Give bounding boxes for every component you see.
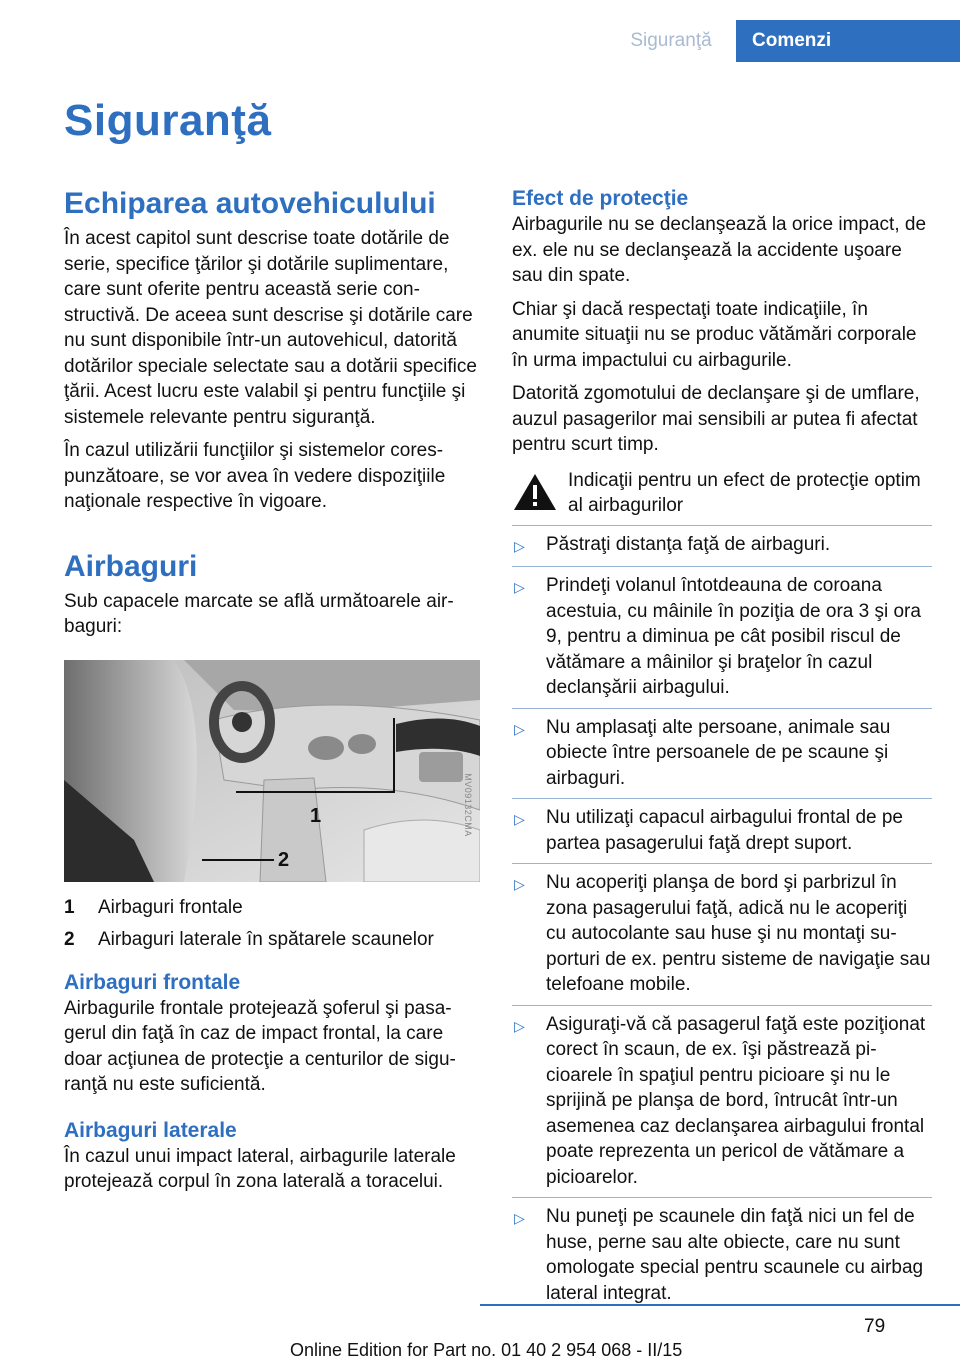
equipment-paragraph-2: În cazul utilizării funcţiilor şi sistemelor corespunzătoare, se vor avea în vedere dispoziţiile naţionale respective în vigoare. bbox=[64, 440, 446, 512]
safety-instructions-list bbox=[512, 525, 932, 1314]
list-item: ▷ Nu acoperiţi planşa de bord şi parbrizul în zona pasagerului faţă, adică nu le acoperiţi cu autocolante sau huse şi nu montaţi suporturi de ex. pentru sisteme de navigaţie sau telefoane mobile. bbox=[512, 863, 932, 1005]
list-item: ▷ Nu utilizaţi capacul airbagului frontal de pe partea pasagerului faţă drept suport. bbox=[512, 798, 932, 863]
list-item: ▷ Nu amplasaţi alte persoane, animale sau obiecte între persoanele de pe scaune şi airbaguri. bbox=[512, 708, 932, 799]
subheading-side-airbags: Airbaguri laterale bbox=[64, 1118, 237, 1142]
left-column bbox=[64, 186, 480, 1203]
side-airbags-text: În cazul unui impact lateral, airbagurile laterale protejează corpul în zona laterală a toracelui. bbox=[64, 1145, 456, 1192]
right-column bbox=[512, 186, 932, 1313]
page-number: 79 bbox=[864, 1316, 886, 1337]
list-item: ▷ Asiguraţi-vă că pasagerul faţă este poziţionat corect în scaun, de ex. îşi păstrează picioarele în spaţiul pentru picioare şi nu le sprijină pe planşa de bord, întrucât într-un asemenea caz declanşarea airbagului frontal poate reprezenta un pericol de vătămare a picioarelor. bbox=[512, 1005, 932, 1198]
protection-paragraph-3: Datorită zgomotului de declanşare şi de umflare, auzul pasagerilor mai sensibili ar putea fi afectat pentru scurt timp. bbox=[512, 383, 920, 455]
warning-box bbox=[512, 468, 932, 519]
legend-item bbox=[64, 924, 480, 956]
page-header bbox=[0, 0, 960, 62]
callout-2: 2 bbox=[278, 848, 290, 871]
legend-item bbox=[64, 892, 480, 924]
section-heading-airbags: Airbaguri bbox=[64, 549, 198, 583]
equipment-paragraph-1: În acest capitol sunt descrise toate dotările de serie, specifice ţărilor şi dotările suplimentare, care sunt oferite pentru această serie constructivă. De aceea sunt descrise şi dotările care nu sunt disponibile într-un autovehicul, datorită dotărilor speciale selectate sau a dotării specifice ţării. Acest lucru este valabil şi pentru funcţiile şi sistemele relevante pentru siguranţă. bbox=[64, 228, 477, 428]
subheading-protection-effect: Efect de protecţie bbox=[512, 187, 689, 210]
section-tab[interactable]: Siguranţă bbox=[630, 30, 712, 51]
airbag-location-figure bbox=[64, 660, 480, 882]
chapter-tab[interactable]: Comenzi bbox=[736, 20, 960, 62]
list-item: ▷ Prindeţi volanul întotdeauna de coroana acestuia, cu mâinile în poziţia de ora 3 şi ora 9, pentru a diminua pe cât posibil riscul de vătămare a mâinilor şi braţelor în cazul declanşării airbagului. bbox=[512, 566, 932, 708]
triangle-bullet-icon: ▷ bbox=[514, 876, 525, 892]
section-heading-equipment: Echiparea autovehiculului bbox=[64, 187, 436, 220]
protection-paragraph-2: Chiar şi dacă respectaţi toate indicaţiile, în anumite situaţii nu se produc vătămări corporale în urma impactului cu airbagurile. bbox=[512, 298, 917, 371]
footer-edition: Online Edition for Part no. 01 40 2 954 068 - II/15 bbox=[290, 1340, 683, 1360]
footer-divider bbox=[480, 1304, 960, 1306]
triangle-bullet-icon: ▷ bbox=[514, 720, 525, 737]
triangle-bullet-icon: ▷ bbox=[514, 579, 525, 595]
triangle-bullet-icon: ▷ bbox=[514, 811, 525, 827]
triangle-bullet-icon: ▷ bbox=[514, 537, 525, 554]
protection-paragraph-1: Airbagurile nu se declanşează la orice impact, de ex. ele nu se declanşează la accidente uşoare sau din spate. bbox=[512, 214, 927, 286]
legend-text: Airbaguri laterale în spătarele scaunelor bbox=[98, 928, 434, 950]
callout-1: 1 bbox=[310, 804, 322, 827]
warning-triangle-icon bbox=[512, 472, 558, 512]
car-interior-illustration bbox=[64, 660, 480, 882]
page-title: Siguranţă bbox=[64, 96, 272, 145]
figure-legend bbox=[64, 892, 480, 956]
airbags-intro: Sub capacele marcate se află următoarele airbaguri: bbox=[64, 590, 454, 637]
list-item: ▷ Păstraţi distanţa faţă de airbaguri. bbox=[512, 525, 932, 567]
legend-number: 1 bbox=[64, 896, 75, 918]
figure-code: MV09132CMA bbox=[463, 772, 474, 837]
warning-text: Indicaţii pentru un efect de protecţie optim al airbagurilor bbox=[568, 469, 921, 516]
subheading-front-airbags: Airbaguri frontale bbox=[64, 970, 241, 994]
legend-text: Airbaguri frontale bbox=[98, 896, 243, 918]
list-item: ▷ Nu puneţi pe scaunele din faţă nici un fel de huse, perne sau alte obiecte, care nu sunt omologate special pentru scaunele cu airbag lateral integrat. bbox=[512, 1197, 932, 1313]
legend-number: 2 bbox=[64, 928, 75, 950]
front-airbags-text: Airbagurile frontale protejează şoferul şi pasagerul din faţă în caz de impact frontal, la care doar acţiunea de protecţie a centurilor de siguranţă nu este suficientă. bbox=[64, 997, 456, 1095]
triangle-bullet-icon: ▷ bbox=[514, 1017, 525, 1034]
triangle-bullet-icon: ▷ bbox=[514, 1210, 525, 1226]
